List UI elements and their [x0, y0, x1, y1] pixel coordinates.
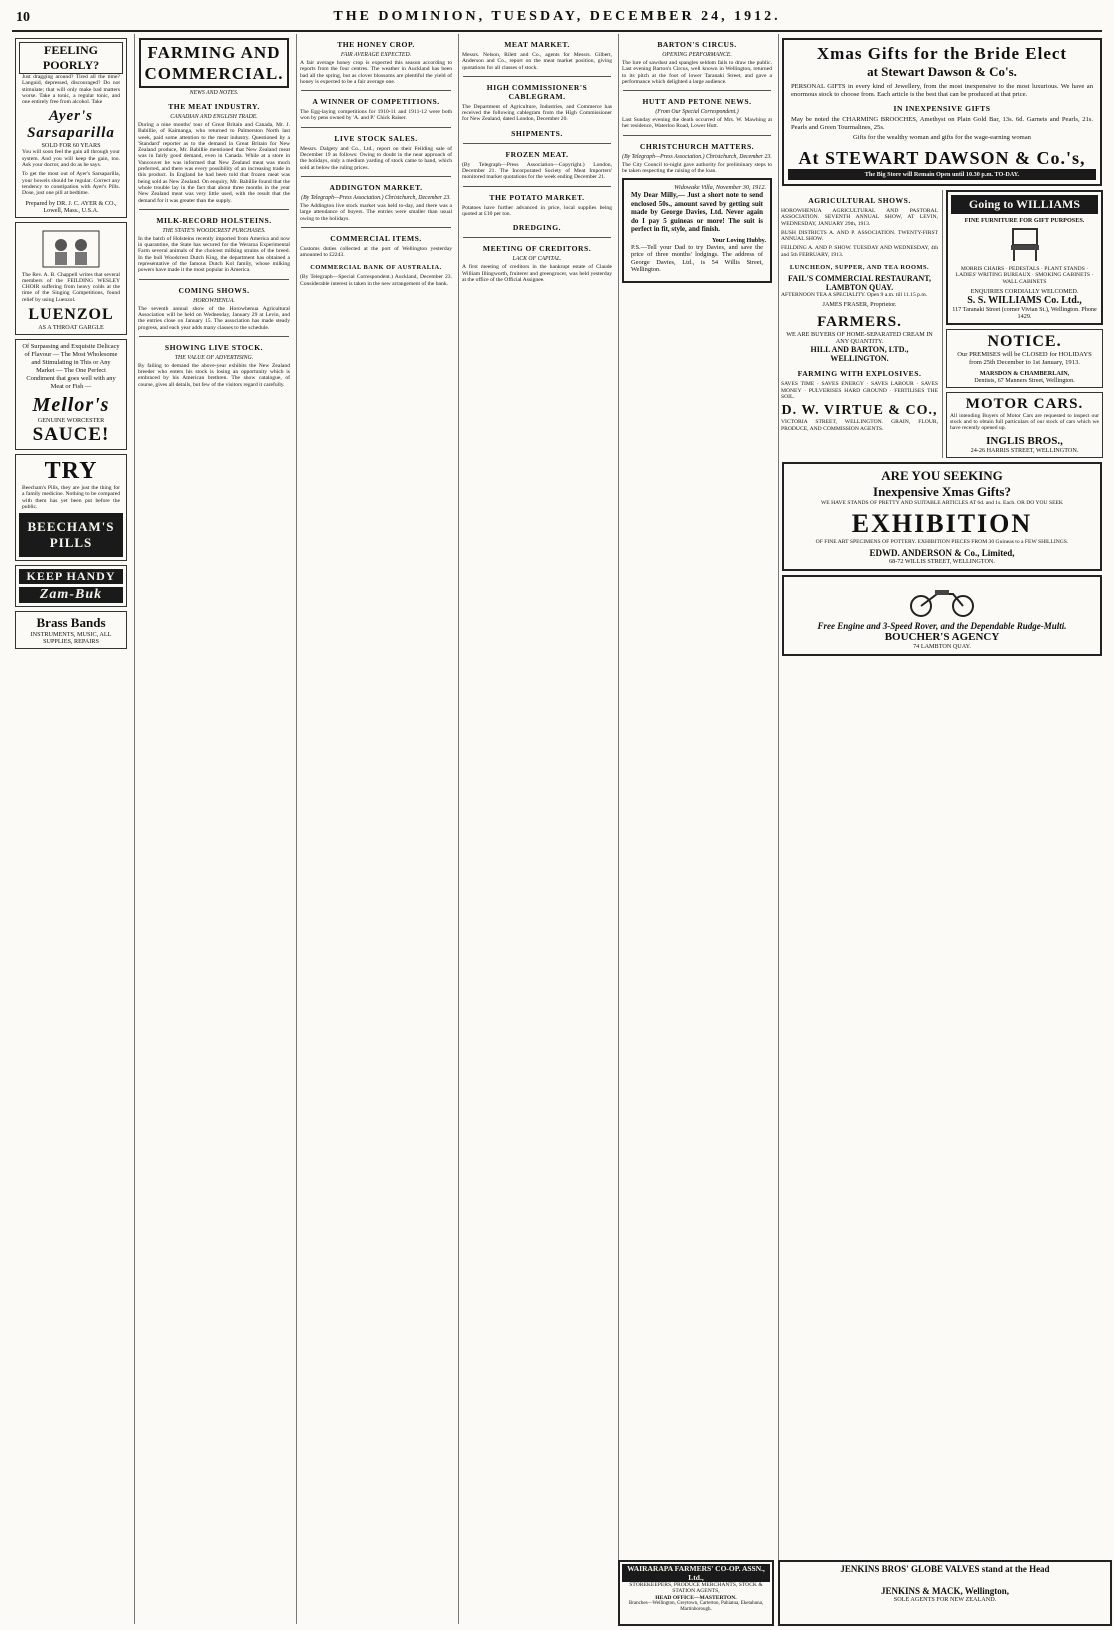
addington-head: ADDINGTON MARKET. — [329, 182, 423, 192]
dw-virtue-body: VICTORIA STREET, WELLINGTON. GRAIN, FLOUR, PRODUCE, AND COMMISSION AGENTS. — [781, 419, 938, 432]
christchurch-sub: (By Telegraph—Press Association.) Christchurch, December 23. — [622, 153, 772, 160]
divider — [463, 143, 611, 144]
divider — [463, 237, 611, 238]
shows-head: AGRICULTURAL SHOWS. — [808, 195, 911, 205]
wairarapa-ad — [618, 1560, 774, 1626]
wairarapa-sub: STOREKEEPERS, PRODUCE MERCHANTS, STOCK & STATION AGENTS, — [629, 1582, 763, 1595]
luenzol-sub: AS A THROAT GARGLE — [38, 324, 104, 332]
high-commissioner-head: HIGH COMMISSIONER'S CABLEGRAM. — [486, 82, 588, 101]
brass-title: Brass Bands — [36, 615, 106, 631]
mellors-ad — [15, 339, 127, 450]
beechams-ad — [15, 454, 127, 561]
ayers-maker: Prepared by DR. J. C. AYER & CO., Lowell, Mass., U.S.A. — [25, 199, 117, 214]
exhibition-ad — [782, 462, 1102, 572]
farmers-title: FARMERS. — [817, 314, 902, 331]
divider — [623, 90, 771, 91]
brass-bands-ad — [15, 611, 127, 649]
column-honey — [296, 34, 455, 1624]
luenzol-title: LUENZOL — [28, 306, 114, 324]
motor-cars-ad — [946, 392, 1103, 458]
potato-head: THE POTATO MARKET. — [489, 192, 585, 202]
addington-body: The Addington live stock market was held to-day, and there was a large attendance of buyers. The entries were smaller than usual owing to the holidays. — [300, 202, 452, 222]
fails-owner: JAMES FRASER, Proprietor. — [822, 301, 897, 309]
stewart-title: Xmas Gifts for the Bride Elect — [816, 44, 1068, 63]
wairarapa-head: WAIRARAPA FARMERS' CO-OP. ASSN., Ltd., — [622, 1564, 770, 1582]
milk-sub: THE STATE'S WOODCREST PURCHASES. — [162, 227, 266, 234]
notice-firm: MARSDON & CHAMBERLAIN, — [979, 369, 1070, 377]
divider — [301, 176, 451, 177]
williams-going: Going to WILLIAMS — [951, 195, 1098, 214]
wairarapa-office: HEAD OFFICE—MASTERTON. — [655, 1594, 737, 1601]
notice-firm-sub: Dentists, 67 Manners Street, Wellington. — [974, 376, 1075, 384]
potato-body: Potatoes have further advanced in price, local supplies being quoted at £10 per ton. — [462, 204, 612, 217]
williams-address: 117 Taranaki Street (corner Vivian St.), Wellington. Phone 1429. — [952, 305, 1097, 320]
notice-body: Our PREMISES will be CLOSED for HOLIDAYS from 25th December to 1st January, 1913. — [957, 350, 1092, 366]
shows-feilding: FEILDING A. AND P. SHOW. TUESDAY AND WEDNESDAY, 4th and 5th FEBRUARY, 1913. — [781, 245, 938, 258]
explosives-body: SAVES TIME · SAVES ENERGY · SAVES LABOUR · SAVES MONEY · PULVERISES HARD GROUND · FERTILISES THE SOIL. — [781, 381, 938, 400]
motor-body: All intending Buyers of Motor Cars are requested to inspect our stock and to obtain full particulars of our stock of cars which we have recently opened up. — [950, 412, 1099, 432]
winner-body: The Egg-laying competitions for 1910-11 and 1911-12 were both won by pens owned by 'A. and P.' Chick Raiser. — [300, 109, 452, 122]
brass-sub: INSTRUMENTS, MUSIC, ALL SUPPLIES, REPAIRS — [30, 631, 112, 646]
commercial-body: Customs duties collected at the port of Wellington yesterday amounted to £2243. — [300, 245, 452, 259]
coming-head: COMING SHOWS. — [178, 285, 250, 295]
zambuk-title: Zam-Buk — [19, 587, 123, 603]
shows-bush: BUSH DISTRICTS A. AND P. ASSOCIATION. TWENTY-FIRST ANNUAL SHOW. — [781, 229, 938, 243]
frozen-head: FROZEN MEAT. — [505, 149, 569, 159]
live-stock-body: Messrs. Dalgety and Co., Ltd., report on their Feilding sale of December 19 as follows: Owing to doubt in the near approach of the holidays, only a medium yarding of stock came to hand, which sold at below the ruling prices. — [300, 145, 452, 171]
column-news — [618, 34, 775, 1624]
bank-body: (By Telegraph—Special Correspondent.) Auckland, December 23. Considerable interest is taken in the new arrangement of the bank. — [300, 274, 452, 287]
chair-icon — [1005, 227, 1045, 263]
farmers-sub: WE ARE BUYERS OF HOME-SEPARATED CREAM IN ANY QUANTITY. — [786, 331, 933, 346]
farming-header: FARMING AND COMMERCIAL. — [139, 38, 289, 88]
divider — [623, 135, 771, 136]
dw-virtue-title: D. W. VIRTUE & CO., — [781, 403, 938, 419]
wealthy-text: Gifts for the wealthy woman and gifts for the wage-earning woman — [853, 134, 1031, 142]
page-number: 10 — [16, 10, 30, 25]
jenkins-head: JENKINS BROS' GLOBE VALVES stand at the Head — [840, 1564, 1050, 1574]
right-two-column-block — [779, 190, 1105, 458]
jenkins-ad — [778, 1560, 1112, 1626]
dredging-head: DREDGING. — [512, 223, 562, 233]
christchurch-body: The City Council to-night gave authority for preliminary steps to be taken respecting the raising of the loan. — [622, 161, 772, 175]
divider — [139, 336, 289, 337]
ayers-pills: To get the most out of Ayer's Sarsaparilla, your bowels should be regular. Correct any tendency to constipation with Ayer's Pills. Dose, just one pill at bedtime. — [22, 171, 120, 197]
williams-sub: FINE FURNITURE FOR GIFT PURPOSES. — [964, 216, 1085, 224]
meat-body: During a nine months' tour of Great Britain and Canada, Mr. J. Babillie, of Kaimanga, who returned to Palmerston North last week, paid some attention to the meat industry. Questioned by a 'Standard' reporter as to the demand in Great Britain for New Zealand produce, Mr. Babillie mentioned that New Zealand meat was in fairly good demand, even in Canada. While at a store in Vancouver he was informed that New Zealand meat was much preferred, and there was every possibility of an increasing trade in this product. In England he had been told that frozen meat was being sold as New Zealand. On enquiry, Mr. Babillie found that the whole trouble lay in the fact that about three months in the year New Zealand meat was very little used, with the result that the demand for it was greater than the supply. — [138, 122, 290, 204]
hutt-head: HUTT AND PETONE NEWS. — [642, 97, 752, 107]
divider — [301, 227, 451, 228]
jenkins-firm: JENKINS & MACK, Wellington, — [880, 1586, 1010, 1596]
exhibition-address: 68-72 WILLIS STREET, WELLINGTON. — [889, 558, 995, 566]
coming-body: The seventh annual show of the Horowhenua Agricultural Association will be held on Wednesday, January 29 at Levin, and the entries close on January 15. The association has made steady progress, and each year adds many classes to the schedule. — [138, 305, 290, 331]
motorcycle-icon — [907, 584, 977, 618]
exhibition-q2: Inexpensive Xmas Gifts? — [873, 483, 1011, 499]
fails-body: AFTERNOON TEA A SPECIALITY. Open 9 a.m. till 11.15 p.m. — [781, 292, 928, 299]
luenzol-body: The Rev. A. B. Chappell writes that several members of the FEILDING WESLEY CHOIR suffering from heavy colds at the time of the Singing Competitions, found relief by using Luenzol. — [22, 271, 120, 303]
stewart-open: The Big Store will Remain Open until 10.30 p.m. TO-DAY. — [788, 169, 1096, 180]
showing-sub: THE VALUE OF ADVERTISING. — [174, 354, 254, 361]
honey-body: A fair average honey crop is expected this season according to reports from the four centres. The weather in Auckland has been bad all the spring, but as clover blossoms are plentiful the yield of honey is expected to be a fair average one. — [300, 60, 452, 85]
milk-head: MILK-RECORD HOLSTEINS. — [156, 215, 272, 225]
divider — [139, 279, 289, 280]
zambuk-ad — [15, 565, 127, 607]
luncheon-head: LUNCHEON, SUPPER, AND TEA ROOMS. — [789, 264, 930, 272]
ayers-ad — [15, 38, 127, 218]
honey-sub: FAIR AVERAGE EXPECTED. — [340, 52, 412, 58]
creditors-head: MEETING OF CREDITORS. — [482, 244, 592, 254]
letter-body: My Dear Milly,— Just a short note to send enclosed 50s., amount saved by getting suit made by George Davies, Ltd. Never again do I pay 5 guineas or more! The suit is perfect in fit, style, and finish. — [631, 191, 763, 234]
showing-body: By failing to demand the above-year exhibits the New Zealand breeder who enters his stock is losing an opportunity which is embraced by his American brethren. The show catalogue, of course, gives all details, but few of the visitors regard it carefully. — [138, 362, 290, 388]
exhibition-firm: EDWD. ANDERSON & Co., Limited, — [869, 548, 1015, 559]
notice-ad — [946, 329, 1103, 388]
motor-title: MOTOR CARS. — [965, 395, 1084, 412]
commercial-head: COMMERCIAL ITEMS. — [330, 233, 422, 243]
feeling-poorly-title: FEELING POORLY? — [19, 42, 123, 74]
motor-address: 24-26 HARRIS STREET, WELLINGTON. — [970, 446, 1079, 454]
meat-market-body: Messrs. Nelson, Rilett and Co., agents for Messrs. Gilbert, Anderson and Co., report on the meat market position, giving quotations for all classes of stock. — [462, 52, 612, 71]
creditors-sub: LACK OF CAPITAL. — [512, 256, 562, 263]
letter-ps: P.S.—Tell your Dad to try Davies, and save the price of three months' lodgings. The address of George Davies, Ltd., is 54 Willis Street, Wellington. — [631, 243, 763, 274]
mellors-top: Of Surpassing and Exquisite Delicacy of Flavour — The Most Wholesome and Stimulating in This or Any Market — The One Perfect Condiment that goes well with any Meat or Fish — — [22, 343, 120, 391]
try-title: TRY — [44, 458, 98, 485]
masthead — [12, 8, 1102, 32]
stewart-sub: at Stewart Dawson & Co's. — [867, 64, 1017, 79]
column-markets — [458, 34, 615, 1624]
meat-sub: CANADIAN AND ENGLISH TRADE. — [170, 114, 258, 120]
try-body: Beecham's Pills, they are just the thing for a family medicine. Nothing to be compared with them has yet been put before the public. — [22, 485, 120, 510]
agricultural-shows — [781, 196, 938, 432]
rover-ad — [782, 575, 1102, 656]
luenzol-ad — [15, 222, 127, 335]
exhibition-q: ARE YOU SEEKING — [881, 467, 1003, 483]
divider — [463, 76, 611, 77]
stewart-at: At STEWART DAWSON & Co.'s, — [798, 147, 1086, 168]
explosives-head: FARMING WITH EXPLOSIVES. — [797, 369, 922, 379]
davies-letter-ad — [622, 178, 772, 283]
williams-name: S. S. WILLIAMS Co. Ltd., — [967, 294, 1082, 306]
rover-head: Free Engine and 3-Speed Rover, and the Dependable Rudge-Multi. — [817, 621, 1067, 632]
inexpensive-head: IN INEXPENSIVE GIFTS — [893, 104, 991, 114]
beechams-title: BEECHAM'S PILLS — [19, 513, 123, 557]
shows-horowhenua: HOROWHENUA AGRICULTURAL AND PASTORAL ASSOCIATION. SEVENTH ANNUAL SHOW, AT LEVIN, WEDNESDAY, JANUARY 29th, 1913. — [781, 207, 938, 227]
divider — [463, 186, 611, 187]
hill-barton: HILL AND BARTON, LTD., WELLINGTON. — [810, 345, 909, 364]
honey-head: THE HONEY CROP. — [337, 40, 415, 49]
milk-body: In the batch of Holsteins recently imported from America and now in quarantine, the State has secured for the Weraroa Experimental Farm several animals of the choicest milking strains of the breed. In the bull Woodcrest Dutch King, the department has obtained a representative of the famous Dutch Kol family, whose milking powers have made it the most popular in America. — [138, 235, 290, 274]
winner-head: A WINNER OF COMPETITIONS. — [312, 97, 440, 107]
inexpensive-body: May be noted the CHARMING BROOCHES, Amethyst on Plain Gold Bar, 13s. 6d. Garnets and Pearls, 21s. Pearls and Green Tourmalines, 25s. — [791, 116, 1093, 131]
barton-head: BARTON'S CIRCUS. — [657, 40, 737, 49]
rover-firm: BOUCHER'S AGENCY — [884, 631, 1000, 644]
meat-market-head: MEAT MARKET. — [504, 40, 570, 49]
newspaper-title: THE DOMINION, TUESDAY, DECEMBER 24, 1912. — [333, 9, 781, 24]
wairarapa-branches: Branches—Wellington, Greytown, Carterton, Pahiatua, Eketahuna, Martinborough. — [628, 1601, 764, 1613]
high-commissioner-body: The Department of Agriculture, Industries, and Commerce has received the following cablegram from the High Commissioner for New Zealand, dated London, December 20. — [462, 103, 612, 123]
ayers-title: Ayer's Sarsaparilla — [27, 108, 115, 142]
notice-title: NOTICE. — [987, 332, 1062, 350]
exhibition-body: WE HAVE STANDS OF PRETTY AND SUITABLE ARTICLES AT 6d. and 1s. Each. OR DO YOU SEEK — [821, 499, 1063, 506]
fails-title: FAIL'S COMMERCIAL RESTAURANT, LAMBTON QUAY. — [788, 274, 931, 293]
williams-enquiries: ENQUIRIES CORDIALLY WELCOMED. — [970, 287, 1079, 295]
exhibition-title: EXHIBITION — [851, 509, 1033, 539]
mellors-sub: GENUINE WORCESTER — [37, 417, 105, 425]
bank-head: COMMERCIAL BANK OF AUSTRALIA. — [310, 264, 442, 272]
hutt-body: Last Sunday evening the death occurred of Mrs. W. Mawhing at her residence, Waterloo Road, Lower Hutt. — [622, 117, 772, 130]
bottom-banner-area — [618, 1560, 1104, 1624]
rover-address: 74 LAMBTON QUAY. — [913, 643, 971, 651]
christchurch-head: CHRISTCHURCH MATTERS. — [639, 141, 755, 151]
stewart-body: PERSONAL GIFTS in every kind of Jewellery, from the most inexpensive to the most luxurious. We have an enormous stock to choose from. Each article is the best that can be produced at that price. — [791, 83, 1093, 98]
column-farming — [134, 34, 293, 1624]
live-stock-head: LIVE STOCK SALES. — [334, 133, 418, 143]
divider — [139, 209, 289, 210]
exhibition-sub: OF FINE ART SPECIMENS OF POTTERY. EXHIBITION PIECES FROM 30 Guineas to a FEW SHILLINGS. — [815, 539, 1069, 546]
column-ads-left — [12, 34, 130, 1624]
barton-sub: OPENING PERFORMANCE. — [662, 52, 732, 58]
news-notes: NEWS AND NOTES. — [189, 90, 239, 96]
ayers-sub: SOLD FOR 60 YEARS — [41, 142, 101, 150]
choir-illustration-icon — [41, 229, 101, 269]
williams-ad — [946, 190, 1103, 325]
feeling-poorly-body: Just dragging around? Tired all the time? Languid, depressed, discouraged? Do not stimulate; that will only make bad matters worse. Take a tonic, a regular tonic, and one entirely free from alcohol. Take — [22, 74, 120, 106]
meat-head: THE MEAT INDUSTRY. — [168, 102, 260, 111]
ayers-body: You will soon feel the gain all through your system. And you will keep the gain, too. Ask your doctor, and do as he says. — [22, 149, 120, 169]
letter-place: Widowake Villa, November 30, 1912. — [674, 184, 766, 192]
column-ads-right — [778, 34, 1105, 1624]
divider — [301, 127, 451, 128]
barton-body: The lure of sawdust and spangles seldom fails to draw the public. Last evening Barton's Circus, well known in Wellington, returned to its pitch at the foot of lower Taranaki Street, and gave a performance which delighted a large audience. — [622, 60, 772, 85]
addington-sub: (By Telegraph—Press Association.) Christchurch, December 23. — [301, 194, 451, 201]
sauce-title: SAUCE! — [32, 424, 110, 446]
showing-head: SHOWING LIVE STOCK. — [164, 342, 264, 352]
creditors-body: A first meeting of creditors in the bankrupt estate of Claude William Illingworth, fruiterer and greengrocer, was held yesterday at the office of the Official Assignee. — [462, 264, 612, 283]
stewart-dawson-ad — [782, 38, 1102, 186]
motor-firm: INGLIS BROS., — [986, 434, 1063, 447]
williams-list: MORRIS CHAIRS · PEDESTALS · PLANT STANDS · LADIES' WRITING BUREAUX · SMOKING CABINETS · WALL CABINETS — [955, 265, 1094, 285]
keep-handy-title: KEEP HANDY — [19, 569, 123, 584]
frozen-body: (By Telegraph—Press Association—Copyright.) London, December 21. The Incorporated Society of Meat Importers' monitored market quotations for the week ending December 21. — [462, 161, 612, 181]
divider — [301, 90, 451, 91]
mellors-title: Mellor's — [32, 394, 110, 417]
jenkins-sub: SOLE AGENTS FOR NEW ZEALAND. — [893, 1596, 997, 1603]
hutt-sub: (From Our Special Correspondent.) — [655, 109, 739, 116]
coming-sub: HOROWHENUA. — [193, 297, 235, 304]
shipments-head: SHIPMENTS. — [511, 128, 563, 138]
letter-sign: Your Loving Hubby. — [711, 236, 766, 244]
